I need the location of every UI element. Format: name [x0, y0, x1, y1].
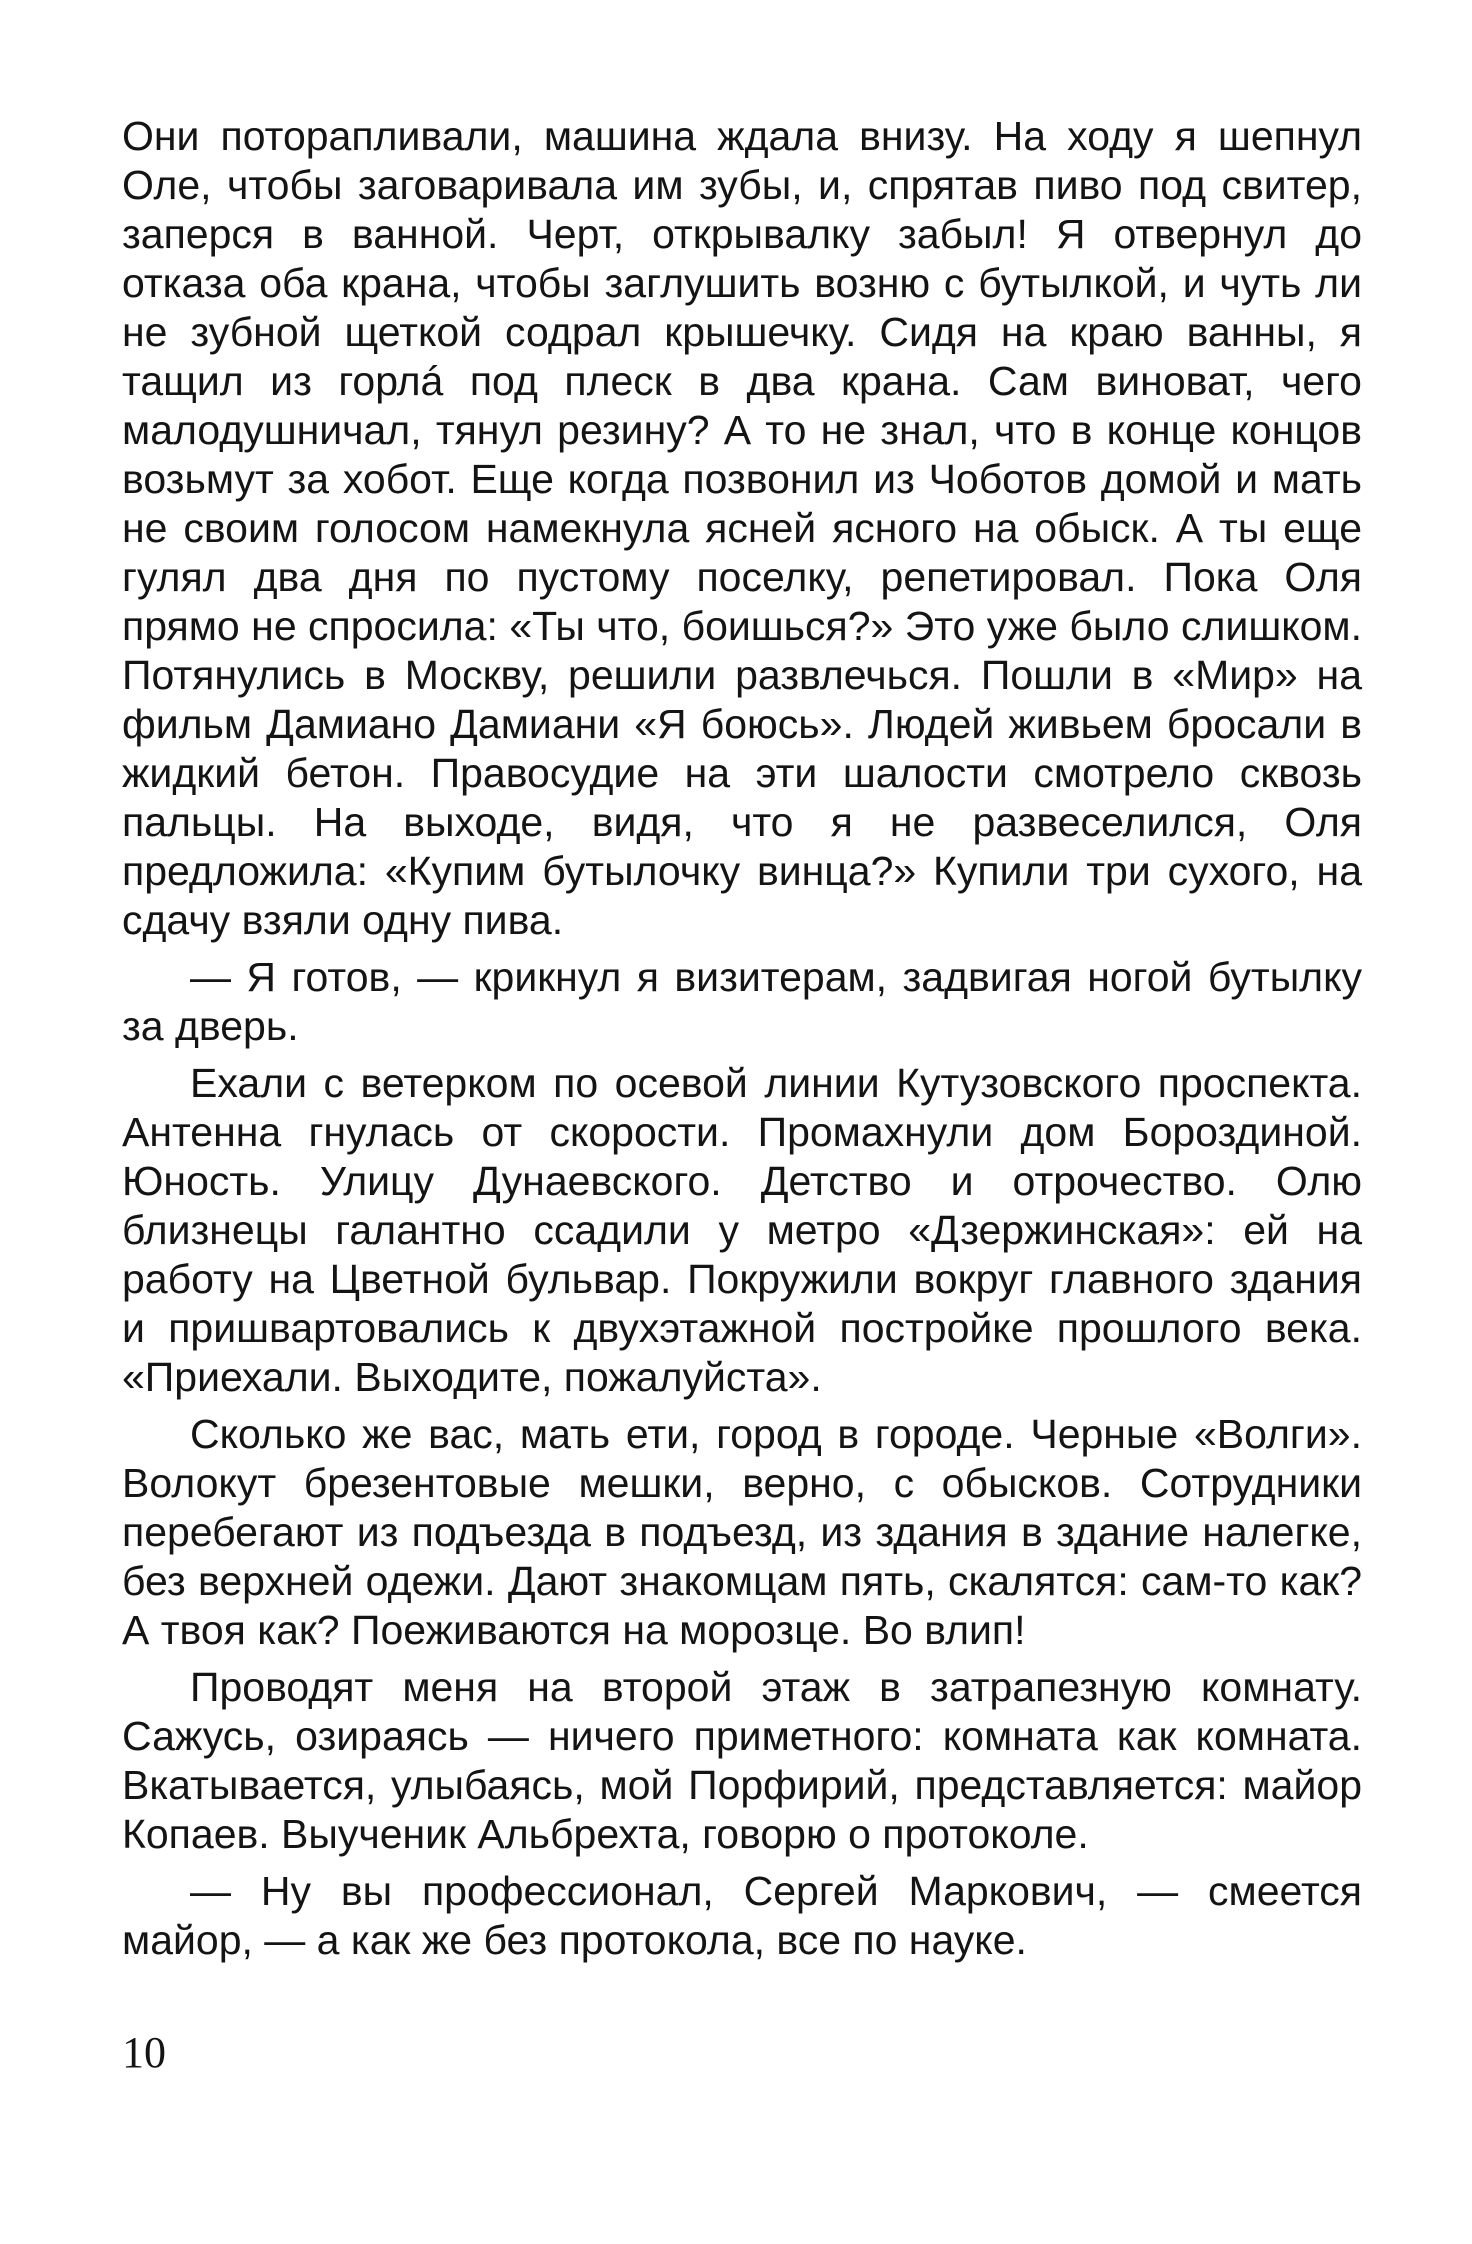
- paragraph-6-dialogue: — Ну вы профессионал, Сергей Маркович, — смеется майор, — а как же без протокола, все по науке.: [122, 1868, 1362, 1963]
- paragraph-5: Проводят меня на второй этаж в затрапезную комнату. Сажусь, озираясь — ничего приметного: комната как комната. Вкатывается, улыбаясь, мой Порфирий, представляется: майор Копаев. Выученик Альбрехта, говорю о протоколе.: [122, 1664, 1362, 1857]
- page-number: 10: [122, 2028, 166, 2077]
- paragraph-1: Они поторапливали, машина ждала внизу. На ходу я шепнул Оле, чтобы заговаривала им зубы, и, спрятав пиво под свитер, заперся в ванной. Черт, открывалку забыл! Я отвернул до отказа оба крана, чтобы заглушить возню с бутылкой, и чуть ли не зубной щеткой содрал крышечку. Сидя на краю ванны, я тащил из горлá под плеск в два крана. Сам виноват, чего малодушничал, тянул резину? А то не знал, что в конце концов возьмут за хобот. Еще когда позвонил из Чоботов домой и мать не своим голосом намекнула ясней ясного на обыск. А ты еще гулял два дня по пустому поселку, репетировал. Пока Оля прямо не спросила: «Ты что, боишься?» Это уже было слишком. Потянулись в Москву, решили развлечься. Пошли в «Мир» на фильм Дамиано Дамиани «Я боюсь». Людей живьем бросали в жидкий бетон. Правосудие на эти шалости смотрело сквозь пальцы. На выходе, видя, что я не развеселился, Оля предложила: «Купим бутылочку винца?» Купили три сухого, на сдачу взяли одну пива.: [122, 113, 1362, 943]
- paragraph-3: Ехали с ветерком по осевой линии Кутузовского проспекта. Антенна гнулась от скорости. Промахнули дом Бороздиной. Юность. Улицу Дунаевского. Детство и отрочество. Олю близнецы галантно ссадили у метро «Дзержинская»: ей на работу на Цветной бульвар. Покружили вокруг главного здания и пришвартовались к двухэтажной постройке прошлого века. «Приехали. Выходите, пожалуйста».: [122, 1060, 1362, 1400]
- paragraph-4: Сколько же вас, мать ети, город в городе. Черные «Волги». Волокут брезентовые мешки, верно, с обысков. Сотрудники перебегают из подъезда в подъезд, из здания в здание налегке, без верхней одежи. Дают знакомцам пять, скалятся: сам-то как? А твоя как? Поеживаются на морозце. Во влип!: [122, 1411, 1362, 1653]
- paragraph-2-dialogue: — Я готов, — крикнул я визитерам, задвигая ногой бутылку за дверь.: [122, 954, 1362, 1049]
- page-body: [122, 112, 1362, 1965]
